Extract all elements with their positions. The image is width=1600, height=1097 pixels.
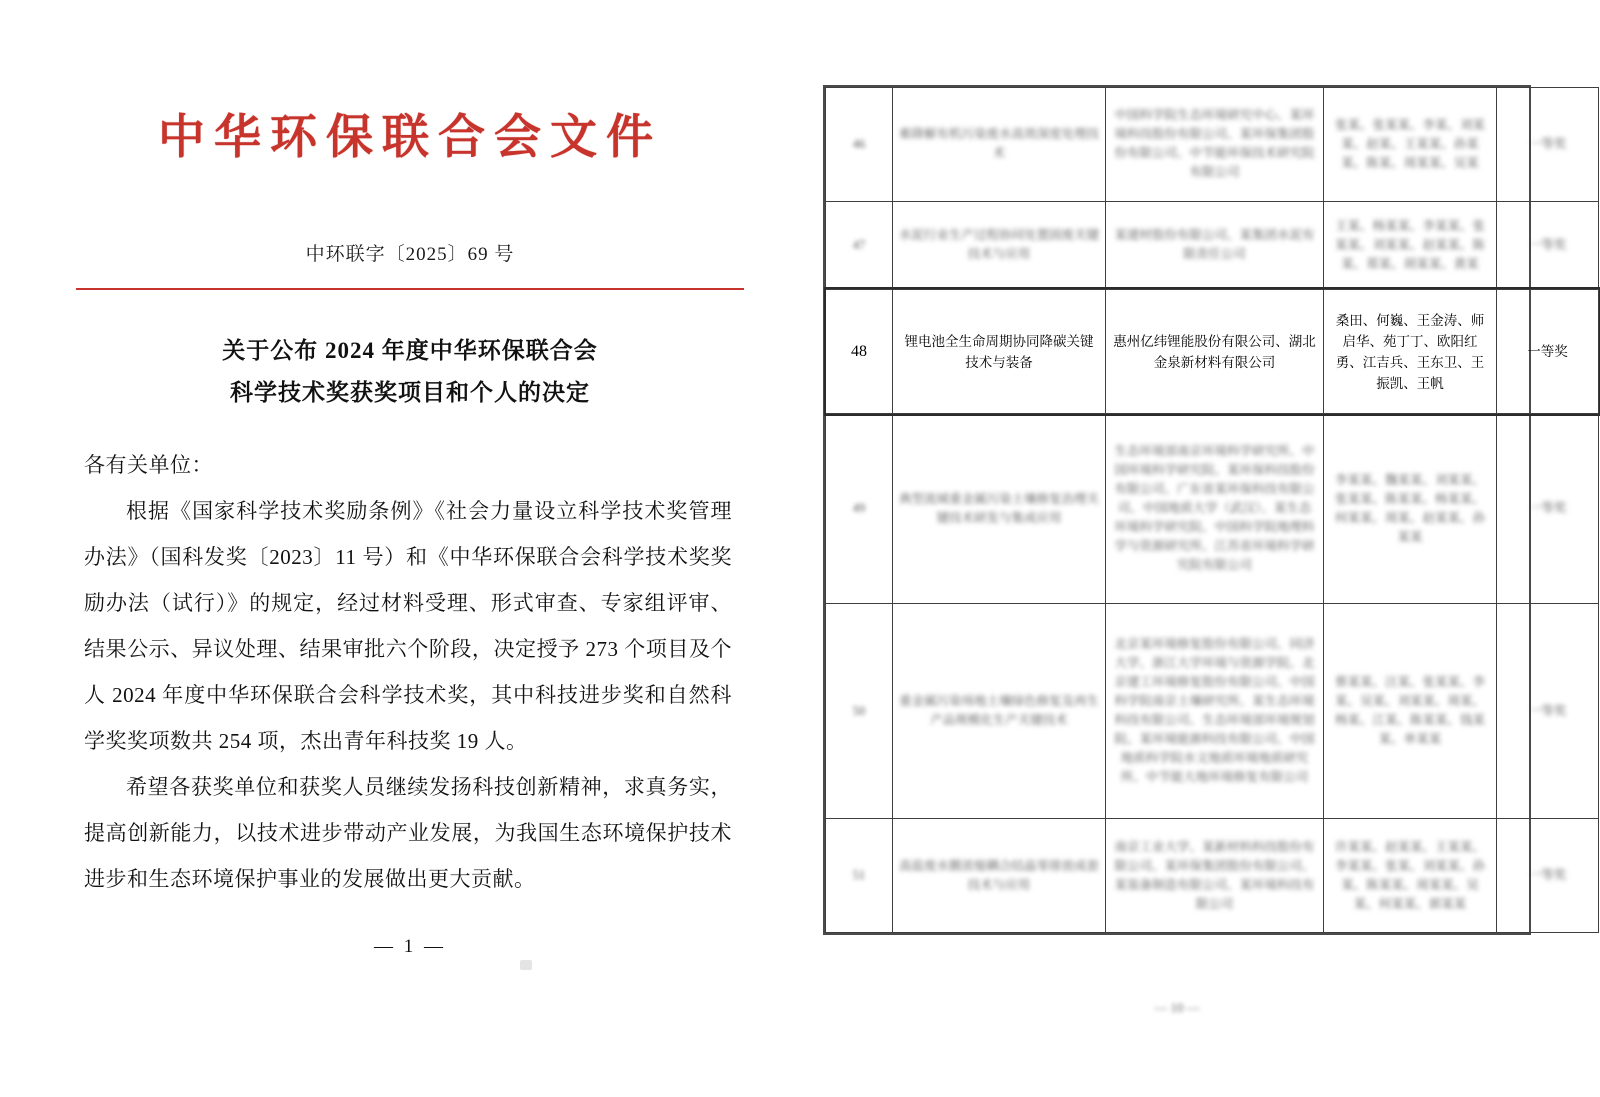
official-document-page (60, 28, 760, 1048)
row-level: 一等奖 (1497, 604, 1599, 819)
document-body (60, 442, 760, 902)
row-project: 典型流域重金属污染土壤修复治理关键技术研发与集成应用 (893, 414, 1106, 604)
row-units: 中国科学院生态环境研究中心、某环境科技股份有限公司、某环保集团股份有限公司、中节能环保技术研究院有限公司 (1106, 88, 1324, 202)
table-row-focused (826, 289, 1599, 413)
table-row (826, 88, 1599, 202)
row-level: 一等奖 (1497, 88, 1599, 202)
row-project: 锂电池全生命周期协同降碳关键技术与装备 (893, 289, 1106, 413)
row-index: 51 (826, 819, 893, 933)
row-level: 一等奖 (1497, 414, 1599, 604)
table-row (826, 414, 1599, 604)
row-index: 46 (826, 88, 893, 202)
table-row (826, 819, 1599, 933)
red-divider-rule (76, 288, 744, 290)
row-units: 北京某环境修复股份有限公司、同济大学、浙江大学环境与资源学院、北京建工环境修复股份有限公司、中国科学院南京土壤研究所、某生态环境科技有限公司、生态环境部环境规划院、某环境能源科技有限公司、中国地质科学院水文地质环境地质研究所、中节能大地环境修复有限公司 (1106, 604, 1324, 819)
row-units: 生态环境部南京环境科学研究所、中国环境科学研究院、某环保科技股份有限公司、广东省某环保科技有限公司、中国地质大学（武汉）、某生态环境科学研究院、中国科学院地理科学与资源研究所、江苏省环境科学研究院有限公司 (1106, 414, 1324, 604)
row-units: 惠州亿纬锂能股份有限公司、湖北金泉新材料有限公司 (1106, 289, 1324, 413)
row-level: 一等奖 (1497, 819, 1599, 933)
row-people: 桑田、何巍、王金涛、师启华、苑丁丁、欧阳红勇、江吉兵、王东卫、王振凯、王帆 (1324, 289, 1497, 413)
document-salutation: 各有关单位： (84, 453, 213, 477)
row-people: 李某某、魏某某、刘某某、张某某、陈某某、杨某某、何某某、周某、赵某某、孙某某 (1324, 414, 1497, 604)
row-project: 难降解有机污染废水高效深度处理技术 (893, 88, 1106, 202)
table-row (826, 201, 1599, 289)
document-number: 中环联字〔2025〕69 号 (305, 244, 515, 265)
document-subject-line-2: 科学技术奖获奖项目和个人的决定 (230, 380, 590, 405)
row-project: 水泥行业生产过程协同处置固废关键技术与应用 (893, 201, 1106, 289)
row-units: 南京工业大学、某新材料科技股份有限公司、某环保集团股份有限公司、某装备制造有限公司、某环境科技有限公司 (1106, 819, 1324, 933)
document-paragraph-2: 希望各获奖单位和获奖人员继续发扬科技创新精神，求真务实，提高创新能力，以技术进步带动产业发展，为我国生态环境保护技术进步和生态环境保护事业的发展做出更大贡献。 (84, 775, 732, 891)
row-index: 49 (826, 414, 893, 604)
row-index: 50 (826, 604, 893, 819)
table-row (826, 604, 1599, 819)
row-index: 48 (826, 289, 893, 413)
document-page-number: — 1 — (374, 936, 446, 957)
table-page-number: — 10 — (1154, 1000, 1200, 1015)
document-paragraph-1: 根据《国家科学技术奖励条例》《社会力量设立科学技术奖管理办法》（国科发奖〔2023〕11 号）和《中华环保联合会科学技术奖奖励办法（试行）》的规定，经过材料受理、形式审查、专家组评审、结果公示、异议处理、结果审批六个阶段，决定授予 273 个项目及个人 2024 年度中华环保联合会科学技术奖，其中科技进步奖和自然科学奖奖项数共 254 项，杰出青年科技奖 19 人。 (84, 499, 732, 753)
award-table (825, 87, 1599, 933)
row-units: 某建材股份有限公司、某集团水泥有限责任公司 (1106, 201, 1324, 289)
document-masthead-title: 中华环保联合会文件 (158, 112, 662, 164)
scan-smudge (520, 960, 532, 970)
row-people: 王某、杨某某、李某某、张某某、刘某某、赵某某、陈某、郑某、胡某某、黄某 (1324, 201, 1497, 289)
row-people: 蔡某某、汪某、张某某、李某、吴某、刘某某、周某、杨某、江某、陈某某、钱某某、单某某 (1324, 604, 1497, 819)
award-list-table-page (823, 85, 1568, 935)
document-subject-line-1: 关于公布 2024 年度中华环保联合会 (222, 338, 598, 363)
row-project: 重金属污染场地土壤绿色修复及再生产品规模化生产关键技术 (893, 604, 1106, 819)
row-people: 许某某、赵某某、王某某、李某某、张某、刘某某、孙某、陈某某、周某某、吴某、何某某、郭某某 (1324, 819, 1497, 933)
row-project: 高盐废水膜浓缩耦合结晶零排放成套技术与应用 (893, 819, 1106, 933)
row-level: 一等奖 (1497, 201, 1599, 289)
row-level: 一等奖 (1497, 289, 1599, 413)
document-subject (60, 330, 760, 414)
row-people: 张某、张某某、李某、刘某某、赵某、王某某、孙某某、陈某、周某某、吴某 (1324, 88, 1497, 202)
row-index: 47 (826, 201, 893, 289)
